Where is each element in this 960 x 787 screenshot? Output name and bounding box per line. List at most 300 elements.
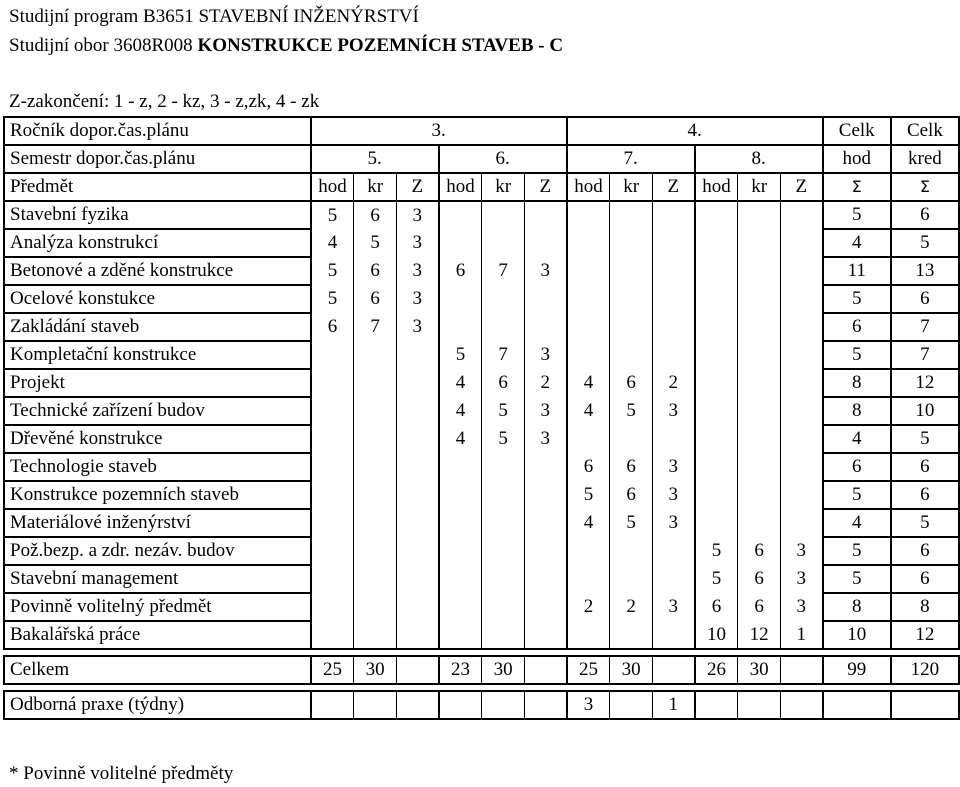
- cell-hod-s5: [311, 425, 354, 453]
- cell-z-s8: [780, 341, 822, 369]
- cell-z-s8: [780, 201, 822, 229]
- cell-z-s5: 3: [396, 313, 438, 341]
- cell-z-s7: [652, 537, 694, 565]
- header-z-s7: Z: [652, 173, 694, 201]
- header-kr-s5: kr: [354, 173, 397, 201]
- cell-kr-s6: 7: [482, 257, 525, 285]
- cell-kr-s8: [738, 509, 781, 537]
- cell-kr-s5: [354, 425, 397, 453]
- semestr-6: 6.: [439, 145, 567, 173]
- total-hod: 5: [823, 537, 891, 565]
- total-hod: 8: [823, 593, 891, 621]
- total-kred: 7: [891, 341, 959, 369]
- cell-z-s6: 3: [524, 257, 566, 285]
- cell-hod-s8: 5: [695, 537, 738, 565]
- cell-hod-s6: [439, 285, 482, 313]
- cell-z-s6: [524, 453, 566, 481]
- total-hod: 8: [823, 369, 891, 397]
- total-kred: 12: [891, 621, 959, 649]
- cell-z-s5: [396, 341, 438, 369]
- cell-kr-s5: [354, 691, 397, 719]
- cell-kr-s6: [482, 509, 525, 537]
- header-hod-s8: hod: [695, 173, 738, 201]
- cell-kr-s6: [482, 229, 525, 257]
- obor-name: KONSTRUKCE POZEMNÍCH STAVEB - C: [197, 35, 564, 56]
- total-hod: 11: [823, 257, 891, 285]
- celk-kred-top: Celk: [891, 117, 959, 145]
- cell-hod-s8: [695, 453, 738, 481]
- cell-z-s8: [780, 229, 822, 257]
- cell-hod-s7: [567, 313, 610, 341]
- cell-z-s5: 3: [396, 201, 438, 229]
- cell-hod-s7: [567, 285, 610, 313]
- zakonceni-legend: Z-zakončení: 1 - z, 2 - kz, 3 - z,zk, 4 - zk: [9, 91, 320, 112]
- cell-kr-s5: [354, 537, 397, 565]
- cell-hod-s6: [439, 509, 482, 537]
- cell-kr-s8: 6: [738, 565, 781, 593]
- rocnik-4: 4.: [567, 117, 823, 145]
- semestr-label: Semestr dopor.čas.plánu: [4, 145, 311, 173]
- subject-name: Stavební fyzika: [4, 201, 311, 229]
- praxe-row: [4, 691, 959, 719]
- cell-hod-s7: 4: [567, 509, 610, 537]
- cell-z-s6: [524, 691, 566, 719]
- cell-z-s6: [524, 481, 566, 509]
- cell-kr-s7: [610, 691, 653, 719]
- cell-hod-s6: 4: [439, 369, 482, 397]
- study-plan-table: [3, 116, 960, 720]
- cell-kr-s5: 7: [354, 313, 397, 341]
- subject-name: Technologie staveb: [4, 453, 311, 481]
- sum-kred-symbol: Σ: [891, 173, 959, 201]
- cell-hod-s8: [695, 313, 738, 341]
- cell-z-s7: [652, 285, 694, 313]
- cell-z-s6: [524, 621, 566, 649]
- cell-hod-s5: 4: [311, 229, 354, 257]
- total-kred: 5: [891, 509, 959, 537]
- semestr-row: [4, 145, 959, 173]
- cell-kr-s6: [482, 565, 525, 593]
- total-kred: 13: [891, 257, 959, 285]
- cell-hod-s5: [311, 453, 354, 481]
- cell-kr-s6: 5: [482, 397, 525, 425]
- cell-hod-s6: 4: [439, 397, 482, 425]
- cell-hod-s6: 6: [439, 257, 482, 285]
- cell-z-s8: [780, 481, 822, 509]
- cell-hod-s6: [439, 201, 482, 229]
- cell-z-s8: [780, 453, 822, 481]
- cell-z-s5: [396, 481, 438, 509]
- subject-row: [4, 313, 959, 341]
- celkem-row: [4, 656, 959, 684]
- total-hod: [823, 691, 891, 719]
- total-kred: 6: [891, 565, 959, 593]
- cell-z-s7: [652, 257, 694, 285]
- cell-hod-s6: 4: [439, 425, 482, 453]
- cell-z-s6: [524, 285, 566, 313]
- cell-hod-s5: [311, 509, 354, 537]
- cell-hod-s7: [567, 621, 610, 649]
- cell-hod-s8: [695, 691, 738, 719]
- subject-name: Konstrukce pozemních staveb: [4, 481, 311, 509]
- cell-kr-s5: [354, 369, 397, 397]
- cell-kr-s5: [354, 509, 397, 537]
- cell-z-s8: [780, 509, 822, 537]
- cell-kr-s7: [610, 285, 653, 313]
- subject-row: [4, 397, 959, 425]
- cell-z-s5: [396, 509, 438, 537]
- cell-z-s7: [652, 201, 694, 229]
- cell-z-s7: [652, 229, 694, 257]
- obor-prefix: Studijní obor 3608R008: [9, 35, 198, 56]
- total-hod: 99: [823, 656, 891, 684]
- cell-z-s5: [396, 397, 438, 425]
- subject-name: Celkem: [4, 656, 311, 684]
- cell-kr-s8: [738, 313, 781, 341]
- cell-kr-s8: 6: [738, 593, 781, 621]
- cell-hod-s5: [311, 537, 354, 565]
- cell-kr-s5: [354, 593, 397, 621]
- rocnik-label: Ročník dopor.čas.plánu: [4, 117, 311, 145]
- cell-hod-s8: [695, 201, 738, 229]
- subject-name: Odborná praxe (týdny): [4, 691, 311, 719]
- cell-hod-s7: 3: [567, 691, 610, 719]
- cell-hod-s8: 10: [695, 621, 738, 649]
- total-kred: 6: [891, 285, 959, 313]
- total-kred: 6: [891, 453, 959, 481]
- cell-hod-s5: 5: [311, 285, 354, 313]
- cell-hod-s6: [439, 565, 482, 593]
- cell-kr-s6: [482, 621, 525, 649]
- cell-hod-s8: [695, 341, 738, 369]
- subject-name: Povinně volitelný předmět: [4, 593, 311, 621]
- cell-hod-s7: 2: [567, 593, 610, 621]
- cell-z-s5: [396, 691, 438, 719]
- subject-row: [4, 565, 959, 593]
- total-kred: 6: [891, 481, 959, 509]
- subject-name: Stavební management: [4, 565, 311, 593]
- cell-hod-s7: 6: [567, 453, 610, 481]
- cell-kr-s6: 30: [482, 656, 525, 684]
- cell-hod-s8: [695, 397, 738, 425]
- cell-z-s8: 3: [780, 593, 822, 621]
- subject-name: Ocelové konstukce: [4, 285, 311, 313]
- cell-kr-s8: 12: [738, 621, 781, 649]
- cell-hod-s7: [567, 201, 610, 229]
- total-hod: 4: [823, 425, 891, 453]
- cell-kr-s5: [354, 397, 397, 425]
- cell-kr-s8: [738, 425, 781, 453]
- cell-z-s5: [396, 369, 438, 397]
- cell-kr-s7: 30: [610, 656, 653, 684]
- cell-z-s5: 3: [396, 229, 438, 257]
- subject-row: [4, 621, 959, 649]
- cell-kr-s7: [610, 201, 653, 229]
- cell-z-s6: [524, 656, 566, 684]
- cell-hod-s8: 6: [695, 593, 738, 621]
- cell-kr-s7: [610, 425, 653, 453]
- cell-kr-s7: 6: [610, 369, 653, 397]
- cell-kr-s8: [738, 481, 781, 509]
- cell-hod-s7: [567, 425, 610, 453]
- semestr-5: 5.: [311, 145, 439, 173]
- cell-kr-s6: [482, 481, 525, 509]
- cell-hod-s5: 6: [311, 313, 354, 341]
- subject-name: Projekt: [4, 369, 311, 397]
- celk-hod-bottom: hod: [823, 145, 891, 173]
- cell-z-s6: 3: [524, 425, 566, 453]
- cell-hod-s8: [695, 257, 738, 285]
- cell-hod-s5: [311, 565, 354, 593]
- spacer-row: [4, 649, 959, 656]
- cell-hod-s7: [567, 257, 610, 285]
- subject-row: [4, 593, 959, 621]
- subject-row: [4, 201, 959, 229]
- cell-hod-s6: [439, 453, 482, 481]
- total-hod: 4: [823, 229, 891, 257]
- cell-kr-s5: [354, 565, 397, 593]
- cell-kr-s8: [738, 341, 781, 369]
- cell-kr-s7: 5: [610, 509, 653, 537]
- cell-hod-s6: [439, 481, 482, 509]
- cell-hod-s5: [311, 397, 354, 425]
- cell-kr-s5: 6: [354, 201, 397, 229]
- total-hod: 5: [823, 481, 891, 509]
- cell-kr-s8: [738, 257, 781, 285]
- cell-kr-s8: [738, 397, 781, 425]
- cell-z-s5: 3: [396, 285, 438, 313]
- cell-z-s6: [524, 201, 566, 229]
- celk-kred-bottom: kred: [891, 145, 959, 173]
- subject-row: [4, 537, 959, 565]
- cell-z-s7: 2: [652, 369, 694, 397]
- cell-hod-s7: 5: [567, 481, 610, 509]
- cell-kr-s8: [738, 285, 781, 313]
- subject-name: Dřevěné konstrukce: [4, 425, 311, 453]
- semestr-8: 8.: [695, 145, 823, 173]
- total-hod: 8: [823, 397, 891, 425]
- subject-row: [4, 229, 959, 257]
- cell-kr-s7: [610, 229, 653, 257]
- cell-z-s6: [524, 229, 566, 257]
- cell-kr-s8: [738, 369, 781, 397]
- cell-z-s5: [396, 565, 438, 593]
- cell-hod-s7: 4: [567, 397, 610, 425]
- cell-kr-s6: [482, 453, 525, 481]
- cell-hod-s8: [695, 425, 738, 453]
- subject-row: [4, 453, 959, 481]
- cell-z-s7: 3: [652, 453, 694, 481]
- cell-hod-s7: [567, 537, 610, 565]
- cell-kr-s8: 30: [738, 656, 781, 684]
- cell-kr-s6: 6: [482, 369, 525, 397]
- spacer-cell: [4, 649, 959, 656]
- total-kred: 6: [891, 201, 959, 229]
- header-kr-s6: kr: [482, 173, 525, 201]
- cell-z-s6: [524, 313, 566, 341]
- semestr-7: 7.: [567, 145, 695, 173]
- total-kred: 5: [891, 425, 959, 453]
- cell-kr-s7: 6: [610, 453, 653, 481]
- header-z-s6: Z: [524, 173, 566, 201]
- cell-z-s6: [524, 509, 566, 537]
- total-hod: 6: [823, 313, 891, 341]
- cell-hod-s6: 5: [439, 341, 482, 369]
- cell-hod-s5: [311, 481, 354, 509]
- subject-name: Technické zařízení budov: [4, 397, 311, 425]
- total-hod: 5: [823, 201, 891, 229]
- predmet-header-row: [4, 173, 959, 201]
- cell-hod-s8: 5: [695, 565, 738, 593]
- subject-row: [4, 257, 959, 285]
- subject-row: [4, 285, 959, 313]
- cell-z-s8: [780, 257, 822, 285]
- cell-z-s7: [652, 313, 694, 341]
- cell-z-s5: 3: [396, 257, 438, 285]
- cell-kr-s8: [738, 201, 781, 229]
- cell-hod-s8: [695, 509, 738, 537]
- subject-name: Kompletační konstrukce: [4, 341, 311, 369]
- subject-name: Zakládání staveb: [4, 313, 311, 341]
- total-kred: 8: [891, 593, 959, 621]
- subject-name: Materiálové inženýrství: [4, 509, 311, 537]
- cell-hod-s8: [695, 285, 738, 313]
- subject-name: Betonové a zděné konstrukce: [4, 257, 311, 285]
- cell-z-s6: [524, 593, 566, 621]
- cell-kr-s5: 5: [354, 229, 397, 257]
- subject-row: [4, 425, 959, 453]
- cell-hod-s6: [439, 537, 482, 565]
- cell-kr-s6: [482, 313, 525, 341]
- cell-z-s7: 3: [652, 397, 694, 425]
- cell-hod-s7: 4: [567, 369, 610, 397]
- total-kred: [891, 691, 959, 719]
- cell-hod-s7: [567, 341, 610, 369]
- cell-z-s8: [780, 313, 822, 341]
- cell-kr-s5: 6: [354, 257, 397, 285]
- sum-hod-symbol: Σ: [823, 173, 891, 201]
- total-hod: 4: [823, 509, 891, 537]
- cell-z-s8: 3: [780, 565, 822, 593]
- cell-kr-s7: 2: [610, 593, 653, 621]
- footnote: * Povinně volitelné předměty: [9, 763, 234, 784]
- subject-row: [4, 369, 959, 397]
- header-z-s8: Z: [780, 173, 822, 201]
- program-title: Studijní program B3651 STAVEBNÍ INŽENÝRSTVÍ: [9, 6, 419, 27]
- cell-z-s5: [396, 593, 438, 621]
- cell-z-s7: [652, 341, 694, 369]
- cell-hod-s5: 5: [311, 257, 354, 285]
- obor-title: [9, 34, 563, 58]
- subject-name: Analýza konstrukcí: [4, 229, 311, 257]
- cell-kr-s7: [610, 313, 653, 341]
- cell-z-s8: [780, 397, 822, 425]
- cell-kr-s7: 5: [610, 397, 653, 425]
- header-kr-s7: kr: [610, 173, 653, 201]
- cell-z-s8: [780, 369, 822, 397]
- cell-hod-s5: 25: [311, 656, 354, 684]
- cell-kr-s6: [482, 691, 525, 719]
- cell-hod-s6: [439, 621, 482, 649]
- cell-z-s7: [652, 425, 694, 453]
- cell-kr-s6: 7: [482, 341, 525, 369]
- cell-z-s5: [396, 453, 438, 481]
- cell-hod-s6: [439, 691, 482, 719]
- total-hod: 5: [823, 285, 891, 313]
- cell-z-s6: 2: [524, 369, 566, 397]
- subject-row: [4, 341, 959, 369]
- cell-hod-s5: [311, 621, 354, 649]
- cell-kr-s5: 30: [354, 656, 397, 684]
- cell-z-s5: [396, 537, 438, 565]
- header-kr-s8: kr: [738, 173, 781, 201]
- cell-hod-s7: 25: [567, 656, 610, 684]
- subject-row: [4, 509, 959, 537]
- cell-z-s8: [780, 285, 822, 313]
- total-kred: 7: [891, 313, 959, 341]
- cell-kr-s8: [738, 453, 781, 481]
- cell-kr-s8: [738, 691, 781, 719]
- celk-hod-top: Celk: [823, 117, 891, 145]
- header-hod-s7: hod: [567, 173, 610, 201]
- cell-kr-s6: [482, 537, 525, 565]
- subject-name: Pož.bezp. a zdr. nezáv. budov: [4, 537, 311, 565]
- cell-hod-s6: [439, 229, 482, 257]
- cell-z-s8: [780, 425, 822, 453]
- total-hod: 5: [823, 565, 891, 593]
- cell-hod-s8: 26: [695, 656, 738, 684]
- spacer-row: [4, 684, 959, 691]
- cell-kr-s6: [482, 593, 525, 621]
- cell-z-s8: 1: [780, 621, 822, 649]
- rocnik-row: [4, 117, 959, 145]
- cell-hod-s5: 5: [311, 201, 354, 229]
- cell-hod-s8: [695, 369, 738, 397]
- cell-hod-s8: [695, 481, 738, 509]
- cell-kr-s8: 6: [738, 537, 781, 565]
- cell-kr-s6: 5: [482, 425, 525, 453]
- cell-hod-s5: [311, 369, 354, 397]
- cell-hod-s6: [439, 313, 482, 341]
- subject-name: Bakalářská práce: [4, 621, 311, 649]
- cell-kr-s7: [610, 565, 653, 593]
- subject-row: [4, 481, 959, 509]
- cell-hod-s5: [311, 593, 354, 621]
- spacer-cell: [4, 684, 959, 691]
- cell-kr-s5: [354, 341, 397, 369]
- cell-kr-s6: [482, 201, 525, 229]
- cell-kr-s7: [610, 257, 653, 285]
- cell-z-s7: 1: [652, 691, 694, 719]
- total-kred: 120: [891, 656, 959, 684]
- total-hod: 6: [823, 453, 891, 481]
- cell-kr-s5: [354, 453, 397, 481]
- cell-hod-s6: [439, 593, 482, 621]
- cell-kr-s7: [610, 537, 653, 565]
- total-kred: 10: [891, 397, 959, 425]
- predmet-label: Předmět: [4, 173, 311, 201]
- total-kred: 6: [891, 537, 959, 565]
- cell-hod-s6: 23: [439, 656, 482, 684]
- total-kred: 5: [891, 229, 959, 257]
- cell-z-s7: 3: [652, 509, 694, 537]
- cell-z-s6: [524, 537, 566, 565]
- cell-z-s7: [652, 565, 694, 593]
- cell-kr-s6: [482, 285, 525, 313]
- cell-z-s5: [396, 621, 438, 649]
- cell-z-s6: 3: [524, 341, 566, 369]
- cell-kr-s7: [610, 341, 653, 369]
